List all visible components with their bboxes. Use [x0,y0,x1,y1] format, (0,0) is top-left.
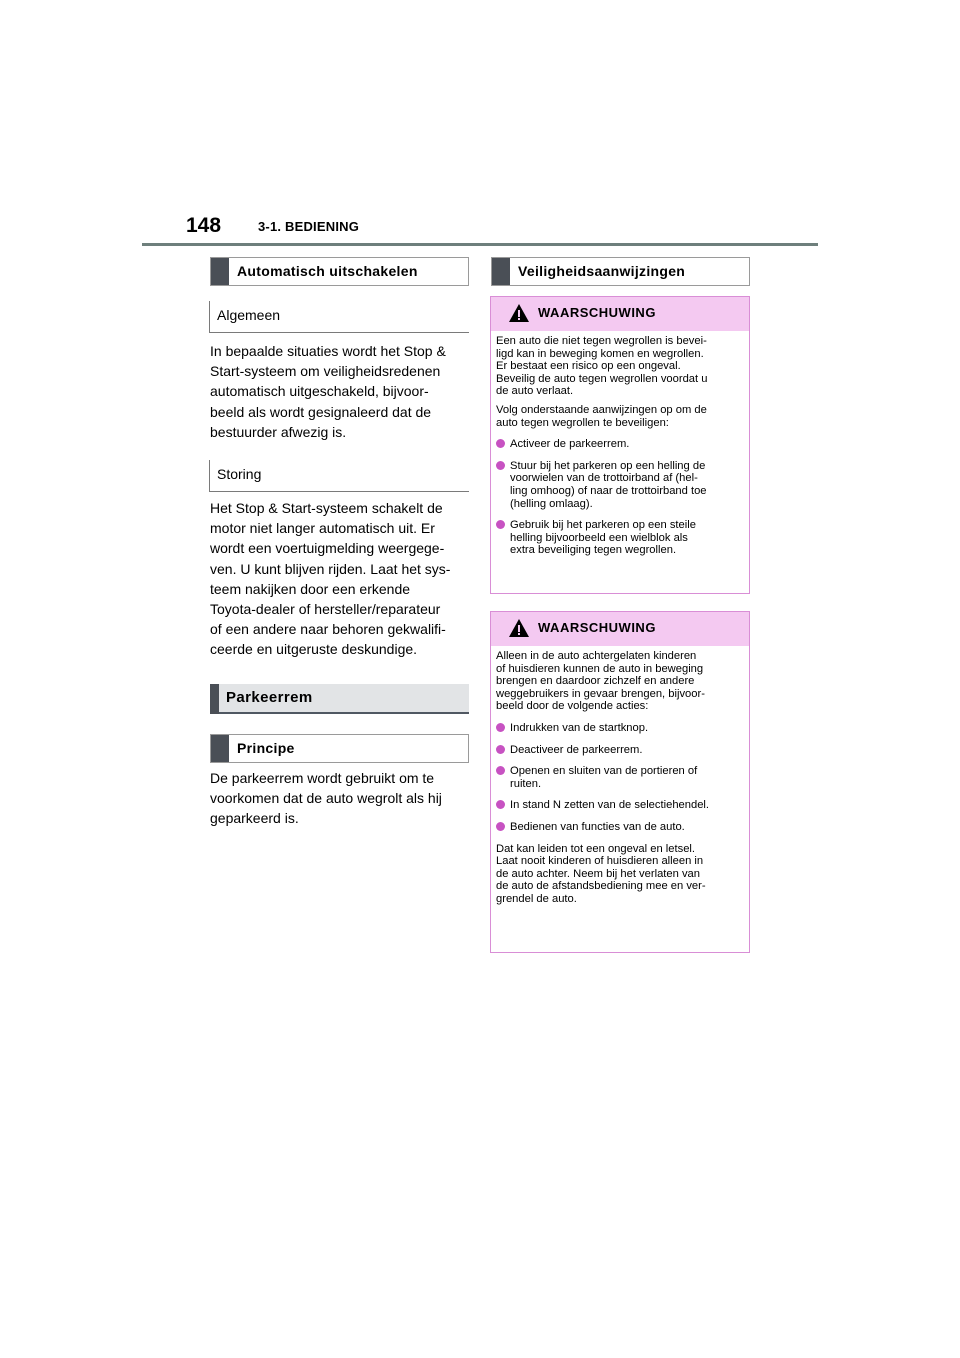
text-line: Toyota-dealer of hersteller/reparateur [210,601,441,618]
subheading-algemeen [209,301,469,333]
page-number: 148 [186,214,222,237]
section-title: 3-1. BEDIENING [258,219,360,234]
text-line: voorwielen van de trottoirband af (hel- [510,472,698,485]
text-line: wordt een voertuigmelding weergege- [210,540,445,557]
warning-triangle-icon [508,618,530,638]
text-line: geparkeerd is. [210,810,299,827]
heading-bar [210,684,219,714]
warning-title: WAARSCHUWING [538,620,656,635]
warning-outro [496,843,743,906]
warning-title: WAARSCHUWING [538,305,656,320]
bullet-dot-icon [496,439,505,448]
heading-label: Principe [237,740,295,756]
bullet-dot-icon [496,461,505,470]
bullet-item [496,765,743,790]
text-line: In bepaalde situaties wordt het Stop & [210,343,446,359]
text-line: voorkomen dat de auto wegrolt als hij [210,790,442,807]
text-line: grendel de auto. [496,892,577,905]
heading-parkeerrem [210,684,469,714]
text-line: Beveilig de auto tegen wegrollen voordat u [496,372,708,385]
text-line: De parkeerrem wordt gebruikt om te [210,770,435,786]
heading-label: Automatisch uitschakelen [237,263,418,279]
warning-header [491,612,749,646]
text-line: ven. U kunt blijven rijden. Laat het sys- [210,560,451,577]
heading-bar [211,735,229,762]
warning-instruction [496,404,743,429]
text-line: automatisch uitgeschakeld, bijvoor- [210,383,429,400]
bullet-text: In stand N zetten van de selectiehendel. [510,799,710,812]
bullet-item [496,799,743,812]
text-line: Een auto die niet tegen wegrollen is bevei- [496,335,707,347]
text-line: bestuurder afwezig is. [210,423,347,440]
warning-triangle-icon [508,303,530,323]
text-line: of een andere naar behoren gekwalifi- [210,621,446,638]
text-line: Openen en sluiten van de portieren of [510,765,698,778]
text-line: ling omhoog) of naar de trottoirband toe [510,484,707,497]
text-line: Laat nooit kinderen of huisdieren alleen in [496,855,704,868]
paragraph-principe [210,768,468,829]
warning-header [491,297,749,331]
warning-body [491,646,749,914]
text-line: brengen en daardoor zichzelf en andere [496,675,695,688]
paragraph-storing [210,498,468,660]
bullet-dot-icon [496,822,505,831]
subheading-label: Algemeen [217,307,281,323]
heading-bar [211,258,229,285]
text-line: of huisdieren kunnen de auto in beweging [496,662,704,675]
bullet-item [496,460,743,510]
bullet-dot-icon [496,723,505,732]
text-line: Start-systeem om veiligheidsredenen [210,363,441,380]
text-line: Het Stop & Start-systeem schakelt de [210,500,443,516]
text-line: extra beveiliging tegen wegrollen. [510,544,677,557]
text-line: Er bestaat een risico op een ongeval. [496,360,681,373]
subheading-storing [209,460,469,492]
heading-bar [492,258,510,285]
heading-principe [210,734,469,763]
bullet-item [496,519,743,557]
bullet-text: Bedienen van functies van de auto. [510,820,685,833]
text-line: (helling omlaag). [510,497,593,510]
bullet-dot-icon [496,520,505,529]
text-line: Alleen in de auto achtergelaten kinderen [496,650,697,662]
warning-intro [496,335,743,398]
text-line: ruiten. [510,777,542,790]
text-line: beeld door de volgende acties: [496,700,649,713]
text-line: ceerde en uitgeruste deskundige. [210,641,418,658]
bullet-item [496,438,743,451]
warning-box-wegrollen [490,296,750,594]
text-line: teem nakijken door een erkende [210,580,411,597]
warning-body [491,331,749,574]
bullet-item [496,744,743,757]
bullet-text: Indrukken van de startknop. [510,721,649,734]
warning-intro [496,650,743,713]
text-line: Dat kan leiden tot een ongeval en letsel. [496,842,696,855]
text-line: Gebruik bij het parkeren op een steile [510,519,696,532]
warning-box-kinderen [490,611,750,953]
text-line: de auto achter. Neem bij het verlaten van [496,867,700,880]
heading-label: Veiligheidsaanwijzingen [518,263,686,279]
bullet-dot-icon [496,745,505,754]
paragraph-algemeen [210,341,468,442]
text-line: helling bijvoorbeeld een wielblok als [510,531,688,544]
text-line: motor niet langer automatisch uit. Er [210,520,435,537]
bullet-item [496,722,743,735]
subheading-label: Storing [217,466,262,482]
text-line: Volg onderstaande aanwijzingen op om de [496,403,707,416]
bullet-text: Deactiveer de parkeerrem. [510,743,643,756]
bullet-dot-icon [496,800,505,809]
header-divider [142,243,818,246]
text-line: de auto de afstandsbediening mee en ver- [496,880,706,893]
bullet-text: Activeer de parkeerrem. [510,438,630,451]
heading-automatisch-uitschakelen [210,257,469,286]
text-line: Stuur bij het parkeren op een helling de [510,459,706,472]
heading-veiligheidsaanwijzingen [491,257,750,286]
heading-label: Parkeerrem [226,689,313,706]
text-line: weggebruikers in gevaar brengen, bijvoor- [496,687,705,700]
bullet-dot-icon [496,766,505,775]
text-line: de auto verlaat. [496,385,574,398]
text-line: beeld als wordt gesignaleerd dat de [210,403,432,420]
text-line: ligd kan in beweging komen en wegrollen. [496,347,704,360]
text-line: auto tegen wegrollen te beveiligen: [496,416,669,429]
bullet-item [496,821,743,834]
